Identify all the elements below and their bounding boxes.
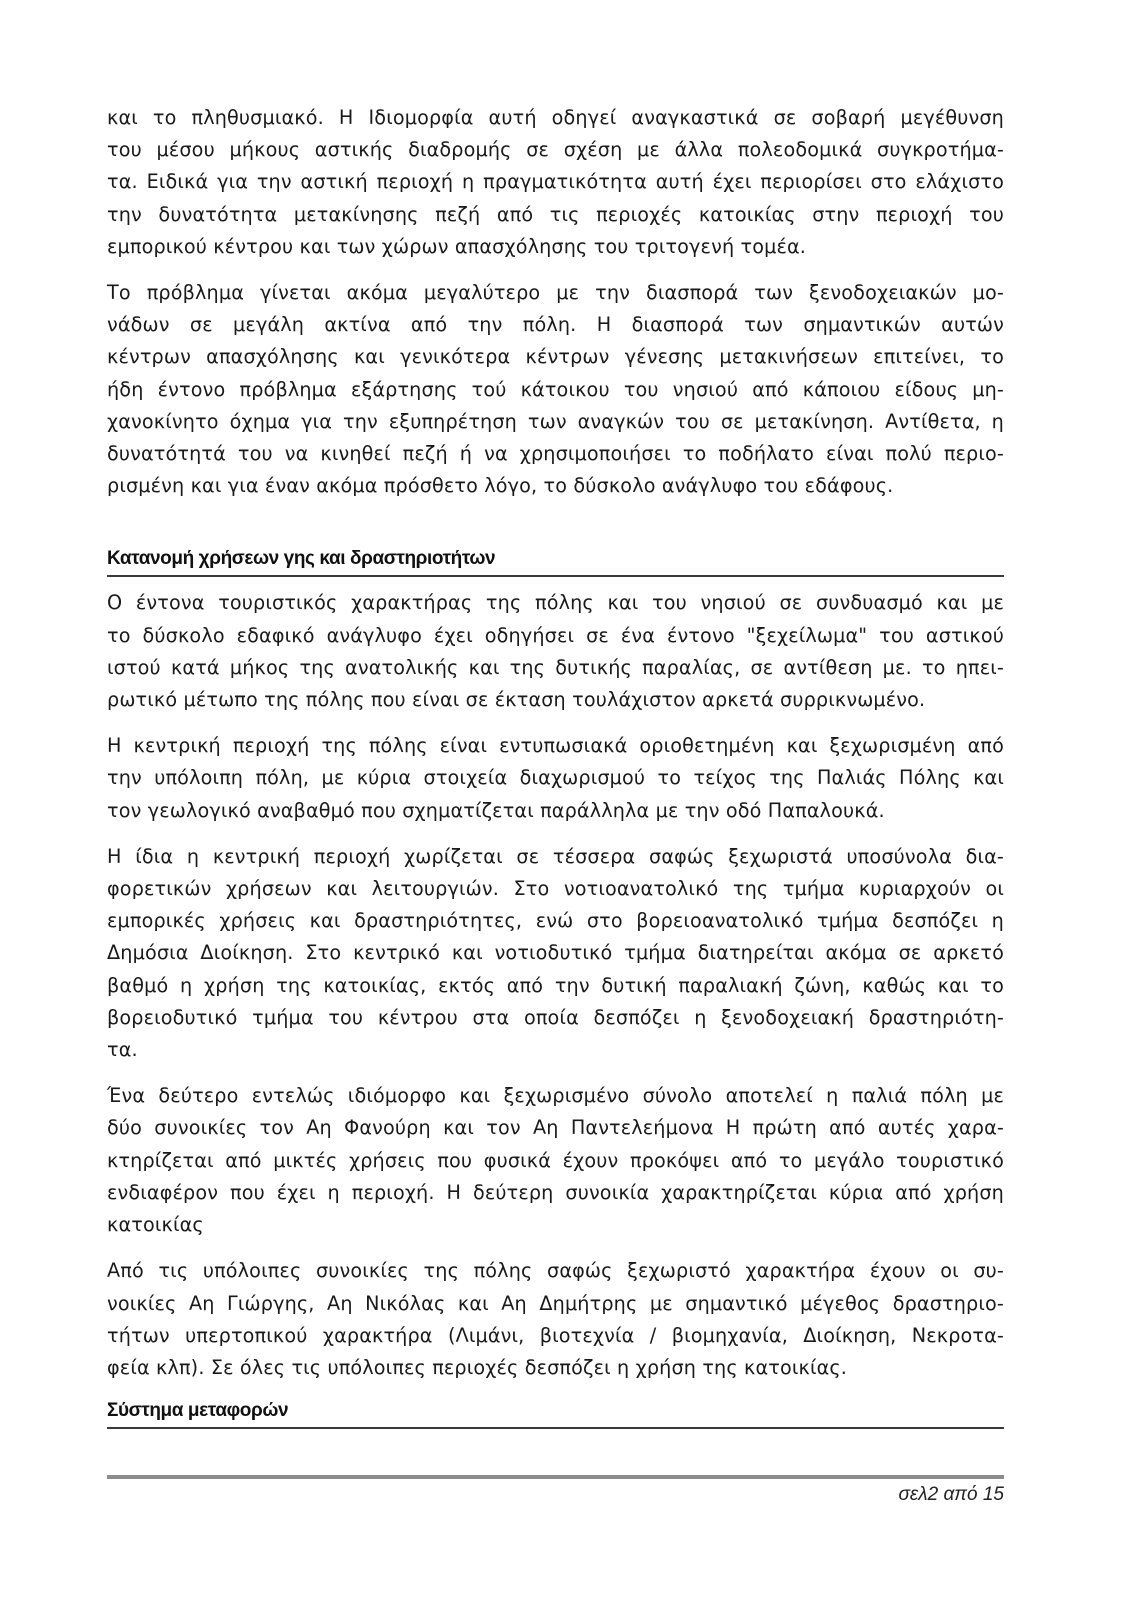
text-line: νοικίες Αη Γιώργης, Αη Νικόλας και Αη Δημήτρης με σημαντικό μέγεθος δραστηριο- [107, 1291, 1004, 1315]
text-line: φορετικών χρήσεων και λειτουργιών. Στο νοτιοανατολικό της τμήμα κυριαρχούν οι [107, 877, 1004, 901]
section-land-use [107, 546, 1004, 1384]
page-number: σελ2 από 15 [898, 1484, 1004, 1505]
text-line: νάδων σε μεγάλη ακτίνα από την πόλη. Η διασπορά των σημαντικών αυτών [107, 313, 1004, 337]
text-line: Ένα δεύτερο εντελώς ιδιόμορφο και ξεχωρισμένο σύνολο αποτελεί η παλιά πόλη με [107, 1084, 1004, 1108]
text-line: δύο συνοικίες τον Αη Φανούρη και τον Αη Παντελεήμονα Η πρώτη από αυτές χαρα- [107, 1116, 1004, 1140]
text-line: κατοικίας [107, 1213, 204, 1237]
text-line: φεία κλπ). Σε όλες τις υπόλοιπες περιοχές δεσπόζει η χρήση της κατοικίας. [107, 1355, 848, 1379]
text-line: του μέσου μήκους αστικής διαδρομής σε σχέση με άλλα πολεοδομικά συγκροτήμα- [107, 138, 1004, 162]
text-line: το δύσκολο εδαφικό ανάγλυφο έχει οδηγήσει σε ένα έντονο "ξεχείλωμα" του αστικού [107, 623, 1004, 647]
footer-divider [107, 1475, 1004, 1479]
section-heading: Κατανομή χρήσεων γης και δραστηριοτήτων [107, 546, 1004, 577]
paragraph [107, 1080, 1004, 1241]
paragraph [107, 277, 1004, 502]
text-line: ήδη έντονο πρόβλημα εξάρτησης τού κάτοικου του νησιού από κάποιου είδους μη- [107, 377, 1004, 401]
paragraph [107, 730, 1004, 827]
document-page [107, 102, 1004, 1439]
paragraph [107, 587, 1004, 716]
text-line: τήτων υπερτοπικού χαρακτήρα (Λιμάνι, βιοτεχνία / βιομηχανία, Διοίκηση, Νεκροτα- [107, 1323, 1004, 1347]
text-line: ιστού κατά μήκος της ανατολικής και της δυτικής παραλίας, σε αντίθεση με. το ηπει- [107, 655, 1004, 679]
text-line: χανοκίνητο όχημα για την εξυπηρέτηση των αναγκών του σε μετακίνηση. Αντίθετα, η [107, 409, 1004, 433]
text-line: και το πληθυσμιακό. Η Ιδιομορφία αυτή οδηγεί αναγκαστικά σε σοβαρή μεγέθυνση [107, 106, 1004, 129]
text-line: Από τις υπόλοιπες συνοικίες της πόλης σαφώς ξεχωριστό χαρακτήρα έχουν οι συ- [107, 1259, 1004, 1283]
text-line: Δημόσια Διοίκηση. Στο κεντρικό και νοτιοδυτικό τμήμα διατηρείται ακόμα σε αρκετό [107, 941, 1004, 965]
text-line: Η κεντρική περιοχή της πόλης είναι εντυπωσιακά οριοθετημένη και ξεχωρισμένη από [107, 734, 1004, 758]
text-line: Η ίδια η κεντρική περιοχή χωρίζεται σε τέσσερα σαφώς ξεχωριστά υποσύνολα δια- [107, 844, 1004, 868]
paragraph [107, 102, 1004, 263]
paragraph [107, 841, 1004, 1066]
text-line: την δυνατότητα μετακίνησης πεζή από τις περιοχές κατοικίας στην περιοχή του [107, 202, 1004, 226]
section-transport [107, 1398, 1004, 1429]
text-line: τα. Ειδικά για την αστική περιοχή η πραγματικότητα αυτή έχει περιορίσει στο ελάχιστο [107, 170, 1004, 194]
text-line: ρωτικό μέτωπο της πόλης που είναι σε έκταση τουλάχιστον αρκετά συρρικνωμένο. [107, 688, 926, 712]
text-line: βορειοδυτικό τμήμα του κέντρου στα οποία δεσπόζει η ξενοδοχειακή δραστηριότη- [107, 1005, 1004, 1029]
text-line: τον γεωλογικό αναβαθμό που σχηματίζεται παράλληλα με την οδό Παπαλουκά. [107, 798, 885, 822]
text-line: εμπορικού κέντρου και των χώρων απασχόλησης του τριτογενή τομέα. [107, 234, 807, 258]
text-line: κέντρων απασχόλησης και γενικότερα κέντρων γένεσης μετακινήσεων επιτείνει, το [107, 345, 1004, 369]
text-line: ρισμένη και για έναν ακόμα πρόσθετο λόγο, το δύσκολο ανάγλυφο του εδάφους. [107, 474, 894, 498]
text-line: Ο έντονα τουριστικός χαρακτήρας της πόλης και του νησιού σε συνδυασμό και με [107, 591, 1004, 615]
text-line: Το πρόβλημα γίνεται ακόμα μεγαλύτερο με την διασπορά των ξενοδοχειακών μο- [107, 281, 1004, 305]
paragraph [107, 1255, 1004, 1384]
text-line: ενδιαφέρον που έχει η περιοχή. Η δεύτερη συνοικία χαρακτηρίζεται κύρια από χρήση [107, 1180, 1004, 1204]
text-line: δυνατότητά του να κινηθεί πεζή ή να χρησιμοποιήσει το ποδήλατο είναι πολύ περιο- [107, 442, 1004, 466]
text-line: εμπορικές χρήσεις και δραστηριότητες, ενώ στο βορειοανατολικό τμήμα δεσπόζει η [107, 909, 1004, 933]
text-line: κτηρίζεται από μικτές χρήσεις που φυσικά έχουν προκόψει από το μεγάλο τουριστικό [107, 1148, 1004, 1172]
text-line: βαθμό η χρήση της κατοικίας, εκτός από την δυτική παραλιακή ζώνη, καθώς και το [107, 973, 1004, 997]
section-heading: Σύστημα μεταφορών [107, 1398, 1004, 1429]
intro-text [107, 102, 1004, 502]
text-line: την υπόλοιπη πόλη, με κύρια στοιχεία διαχωρισμού το τείχος της Παλιάς Πόλης και [107, 766, 1004, 790]
text-line: τα. [107, 1038, 138, 1062]
